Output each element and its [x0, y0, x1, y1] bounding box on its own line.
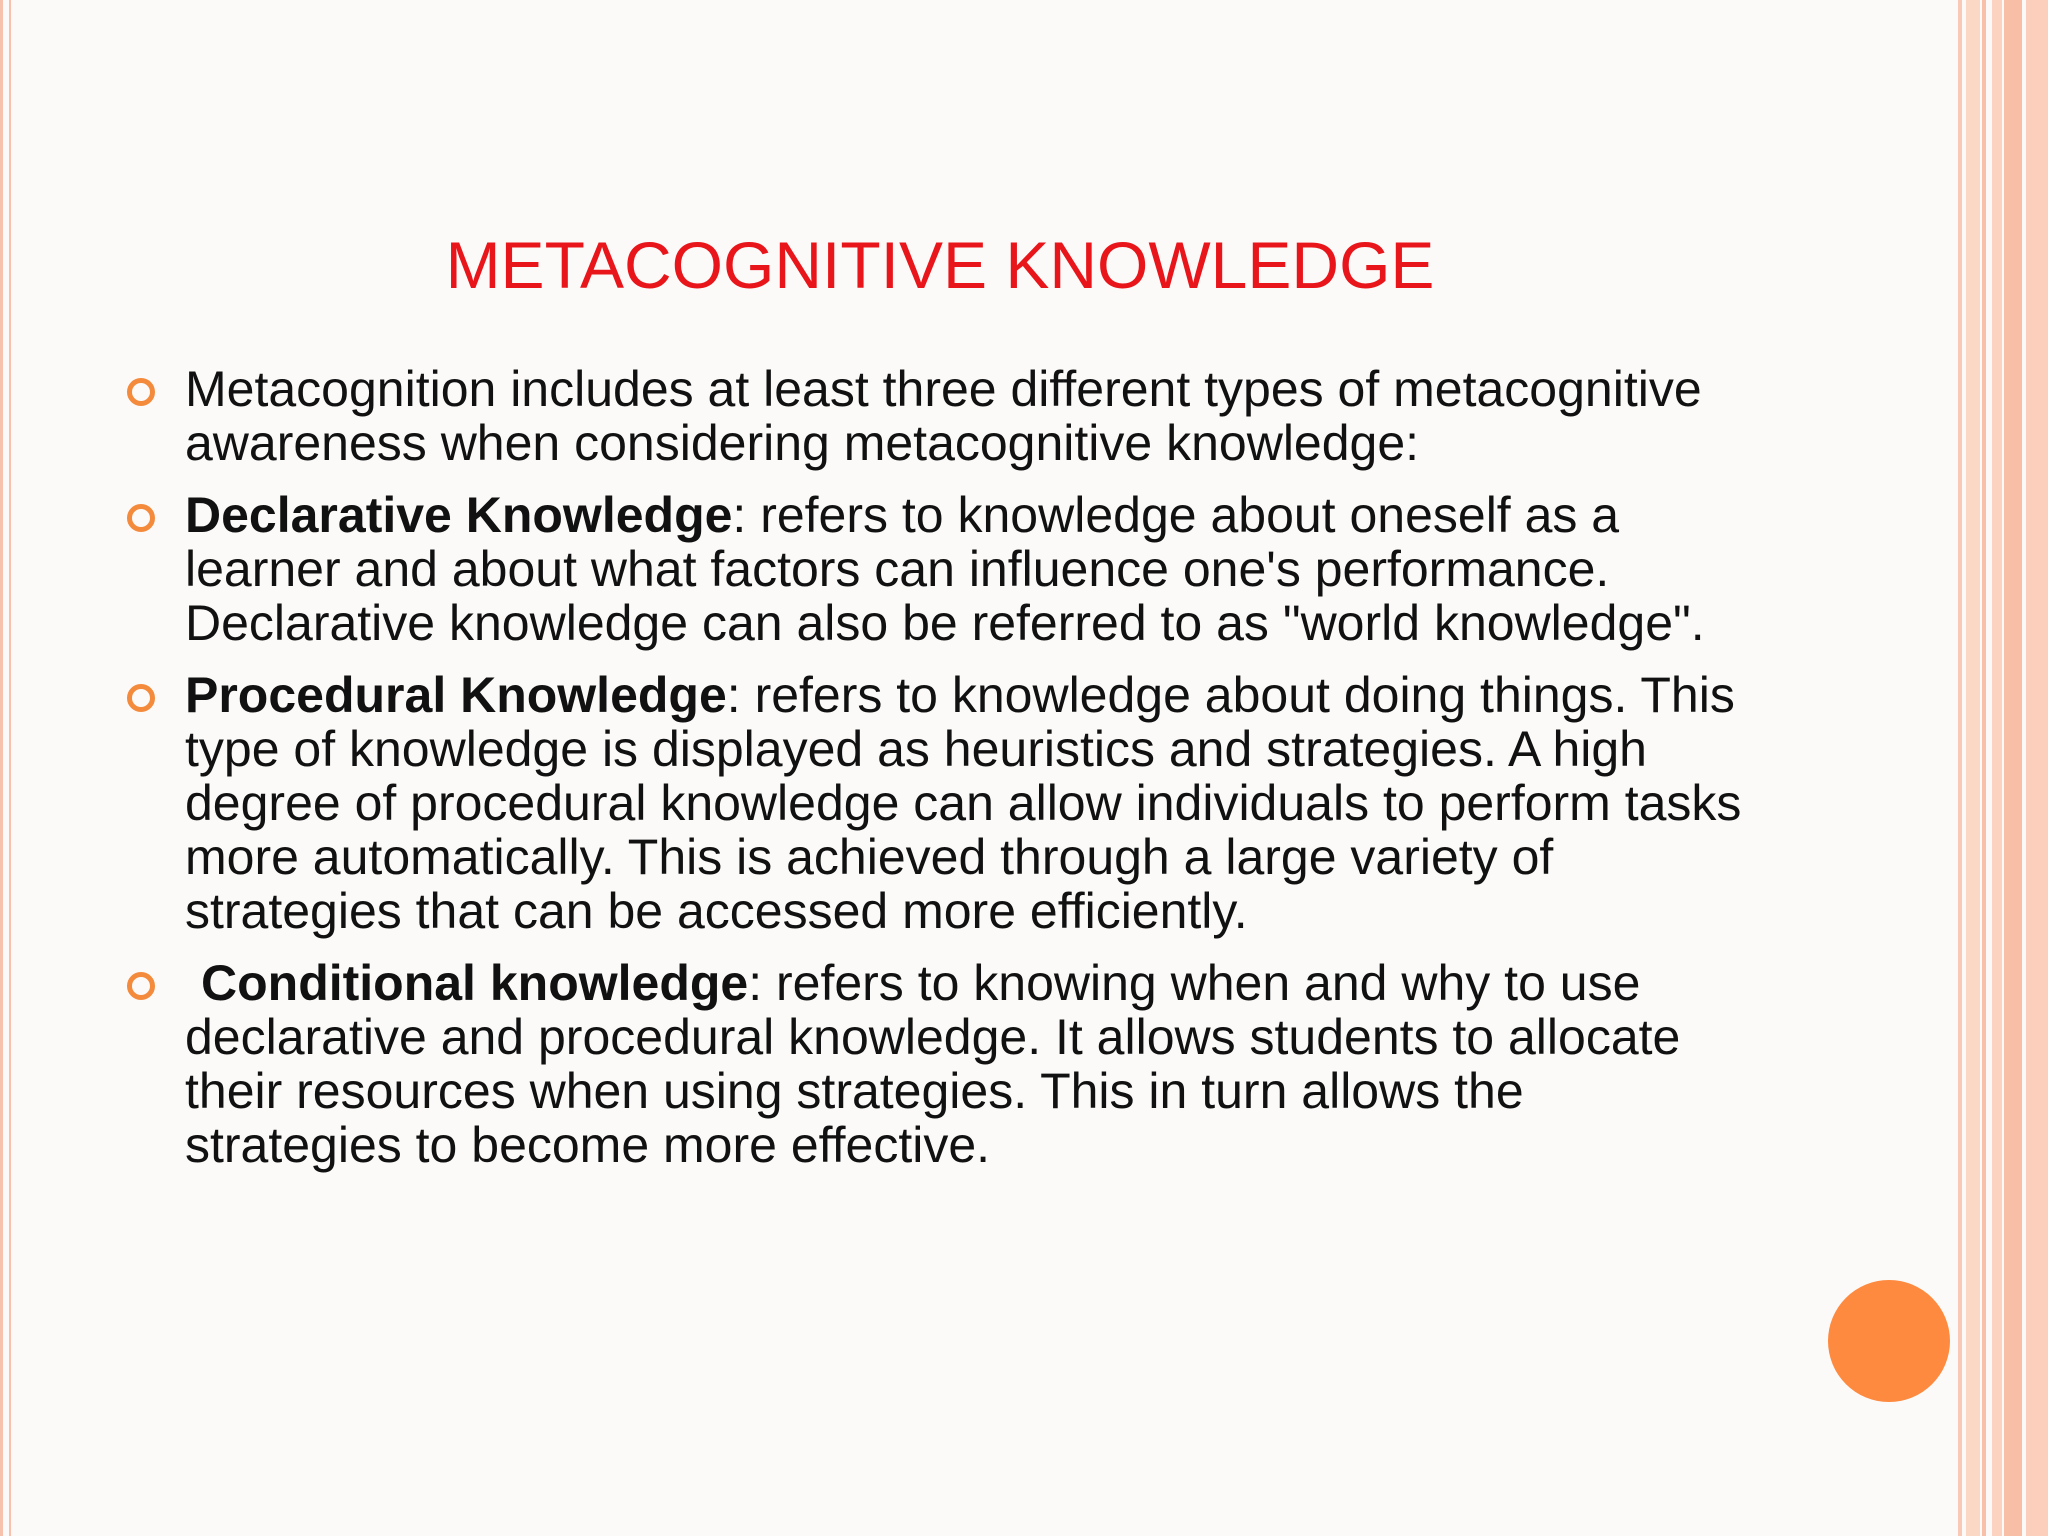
bullet-text: : refers to knowing when and why to use declarative and procedural knowledge. It allows students to allocate their resources when using strategies. This in turn allows the strategies to become more effective.: [185, 955, 1681, 1173]
right-decorative-stripe: [1958, 0, 1962, 1536]
right-decorative-stripe: [2026, 0, 2048, 1536]
ring-bullet-icon: [127, 684, 155, 712]
bullet-item: [185, 956, 1745, 1172]
bullet-term: Declarative Knowledge: [185, 487, 733, 543]
bullet-item: [185, 362, 1745, 470]
slide-title: METACOGNITIVE KNOWLEDGE: [445, 228, 1435, 302]
bullet-term: Procedural Knowledge: [185, 667, 727, 723]
ring-bullet-icon: [127, 378, 155, 406]
right-decorative-stripe: [1992, 0, 2002, 1536]
bullet-text: Metacognition includes at least three different types of metacognitive awareness when considering metacognitive knowledge:: [185, 361, 1702, 471]
right-decorative-stripe: [1966, 0, 1980, 1536]
bullet-list: [185, 362, 1745, 1190]
right-decorative-stripe: [1982, 0, 1986, 1536]
ring-bullet-icon: [127, 972, 155, 1000]
bullet-item: [185, 668, 1745, 938]
bullet-item: [185, 488, 1745, 650]
bullet-term: Conditional knowledge: [201, 955, 749, 1011]
ring-bullet-icon: [127, 504, 155, 532]
accent-circle: [1828, 1280, 1950, 1402]
right-decorative-stripe: [2004, 0, 2022, 1536]
bullet-text: : refers to knowledge about oneself as a learner and about what factors can influence one's performance. Declarative knowledge can also be referred to as "world knowledge".: [185, 487, 1705, 651]
bullet-text: : refers to knowledge about doing things. This type of knowledge is displayed as heuristics and strategies. A high degree of procedural knowledge can allow individuals to perform tasks more automatically. This is achieved through a large variety of strategies that can be accessed more efficiently.: [185, 667, 1742, 939]
